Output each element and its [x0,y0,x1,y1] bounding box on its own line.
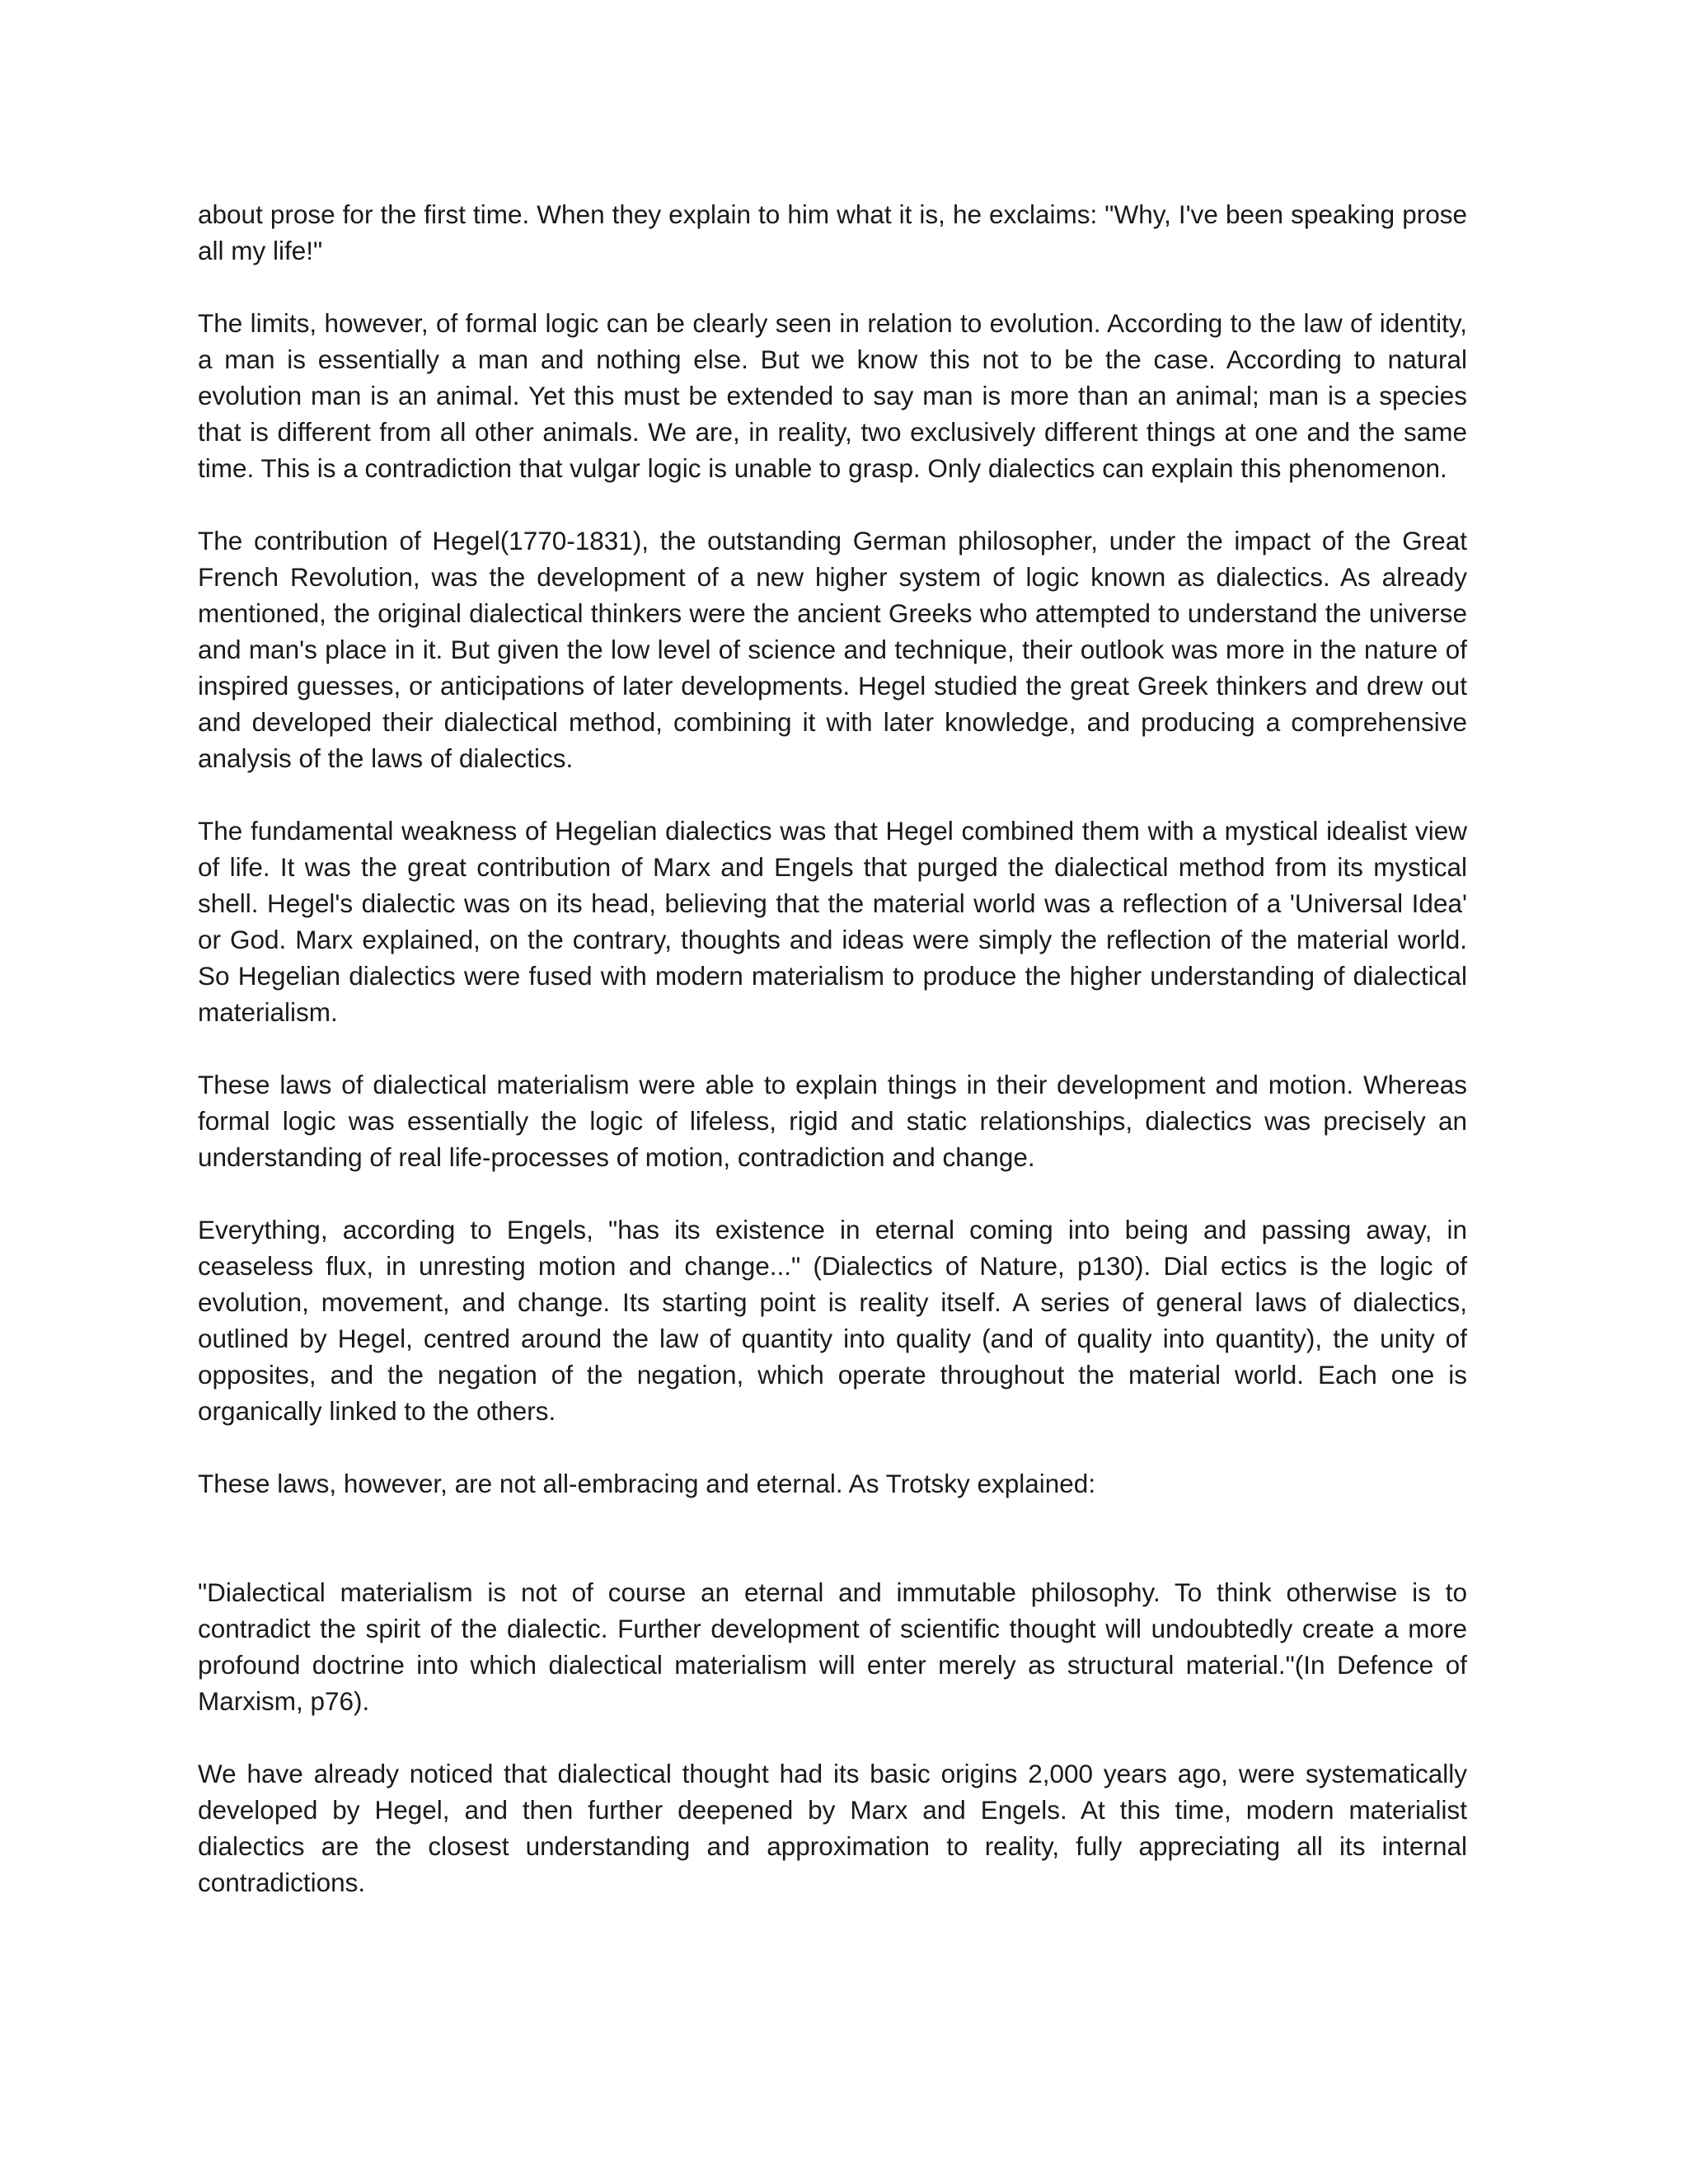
paragraph-formal-logic-limits: The limits, however, of formal logic can be clearly seen in relation to evolution. According to the law of identity, a man is essentially a man and nothing else. But we know this not to be the case. According to natural evolution man is an animal. Yet this must be extended to say man is more than an animal; man is a species that is different from all other animals. We are, in reality, two exclusively different things at one and the same time. This is a contradiction that vulgar logic is unable to grasp. Only dialectics can explain this phenomenon. [198,308,1467,483]
paragraph-laws-of-motion: These laws of dialectical materialism were able to explain things in their development and motion. Whereas formal logic was essentially the logic of lifeless, rigid and static relationships, dialectics was precisely an understanding of real life-processes of motion, contradiction and change. [198,1070,1467,1172]
paragraph-hegel-contribution: The contribution of Hegel(1770-1831), the outstanding German philosopher, under the impact of the Great French Revolution, was the development of a new higher system of logic known as dialectics. As already mentioned, the original dialectical thinkers were the ancient Greeks who attempted to understand the universe and man's place in it. But given the low level of science and technique, their outlook was more in the nature of inspired guesses, or anticipations of later developments. Hegel studied the great Greek thinkers and drew out and developed their dialectical method, combining it with later knowledge, and producing a comprehensive analysis of the laws of dialectics. [198,526,1467,773]
document-body [198,196,1467,1937]
paragraph-engels-quote: Everything, according to Engels, "has its existence in eternal coming into being and passing away, in ceaseless flux, in unresting motion and change..." (Dialectics of Nature, p130). Dial ectics is the logic of evolution, movement, and change. Its starting point is reality itself. A series of general laws of dialectics, outlined by Hegel, centred around the law of quantity into quality (and of quality into quantity), the unity of opposites, and the negation of the negation, which operate throughout the material world. Each one is organically linked to the others. [198,1215,1467,1426]
paragraph-conclusion: We have already noticed that dialectical thought had its basic origins 2,000 years ago, were systematically developed by Hegel, and then further deepened by Marx and Engels. At this time, modern materialist dialectics are the closest understanding and approximation to reality, fully appreciating all its internal contradictions. [198,1759,1467,1897]
paragraph-hegelian-weakness: The fundamental weakness of Hegelian dialectics was that Hegel combined them with a mystical idealist view of life. It was the great contribution of Marx and Engels that purged the dialectical method from its mystical shell. Hegel's dialectic was on its head, believing that the material world was a reflection of a 'Universal Idea' or God. Marx explained, on the contrary, thoughts and ideas were simply the reflection of the material world. So Hegelian dialectics were fused with modern materialism to produce the higher understanding of dialectical materialism. [198,816,1467,1027]
paragraph-trotsky-quote: "Dialectical materialism is not of course an eternal and immutable philosophy. To think otherwise is to contradict the spirit of the dialectic. Further development of scientific thought will undoubtedly create a more profound doctrine into which dialectical materialism will enter merely as structural material."(In Defence of Marxism, p76). [198,1577,1467,1716]
paragraph-trotsky-intro: These laws, however, are not all-embracing and eternal. As Trotsky explained: [198,1469,1096,1498]
paragraph-prose: about prose for the first time. When they explain to him what it is, he exclaims: "Why, I've been speaking prose all my life!" [198,199,1467,265]
